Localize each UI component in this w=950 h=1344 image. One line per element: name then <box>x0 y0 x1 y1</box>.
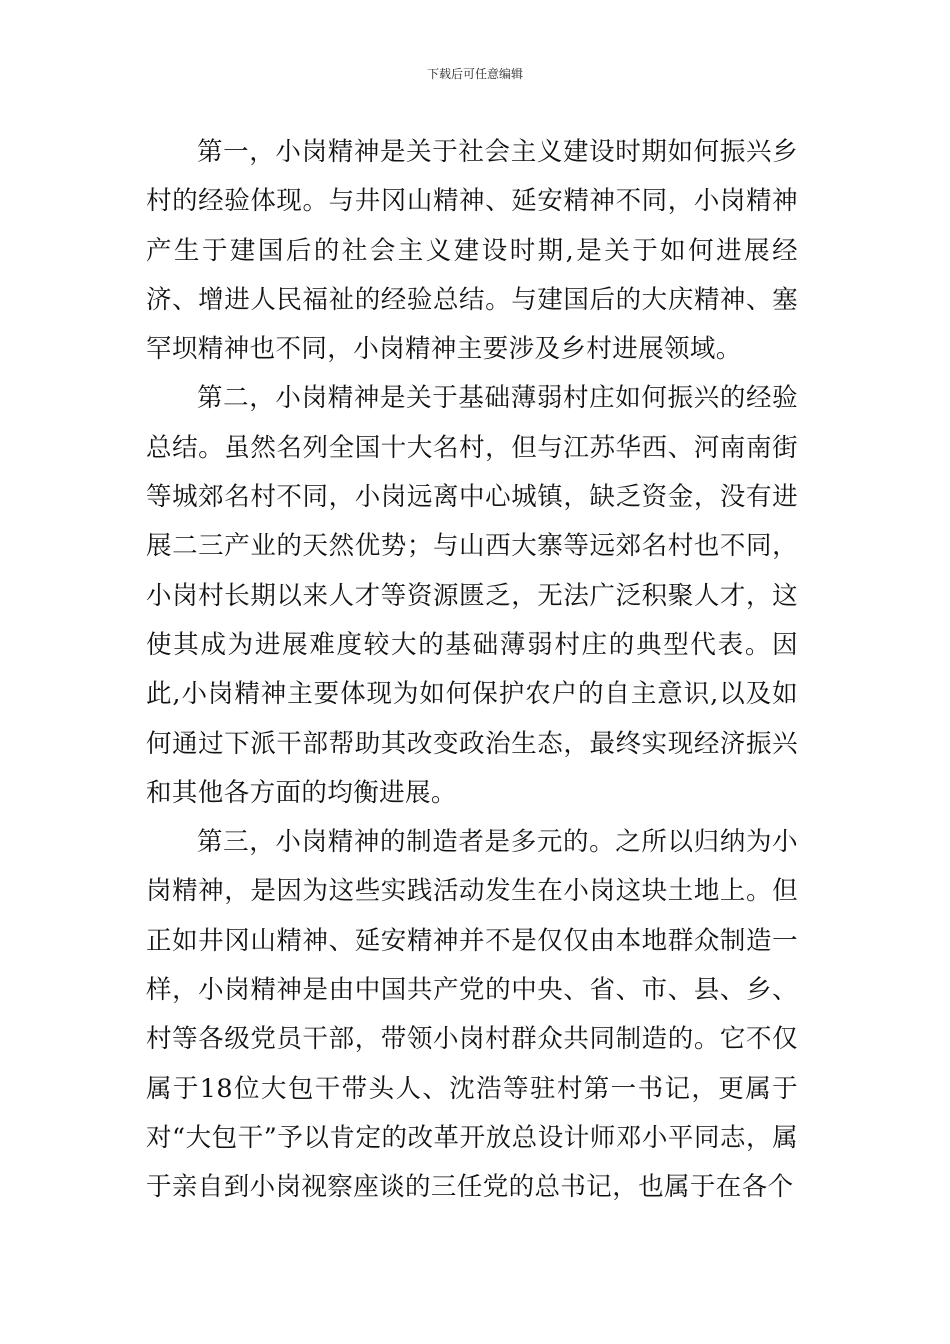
page-header: 下载后可任意编辑 <box>426 67 523 81</box>
paragraph-3: 第三，小岗精神的制造者是多元的。之所以归纳为小岗精神，是因为这些实践活动发生在小岗这块土地上。但正如井冈山精神、延安精神并不是仅仅由本地群众制造一样，小岗精神是由中国共产党的中央、省、市、县、乡、村等各级党员干部，带领小岗村群众共同制造的。它不仅属于18位大包干带头人、沈浩等驻村第一书记，更属于对“大包干”予以肯定的改革开放总设计师邓小平同志，属于亲自到小岗视察座谈的三任党的总书记，也属于在各个 <box>146 827 798 1203</box>
paragraph-1: 第一，小岗精神是关于社会主义建设时期如何振兴乡村的经验体现。与井冈山精神、延安精神不同，小岗精神产生于建国后的社会主义建设时期,是关于如何进展经济、增进人民福祉的经验总结。与建国后的大庆精神、塞罕坝精神也不同，小岗精神主要涉及乡村进展领域。 <box>146 137 798 365</box>
document-body <box>146 128 798 1213</box>
paragraph-2: 第二，小岗精神是关于基础薄弱村庄如何振兴的经验总结。虽然名列全国十大名村，但与江苏华西、河南南街等城郊名村不同，小岗远离中心城镇，缺乏资金，没有进展二三产业的天然优势；与山西大寨等远郊名村也不同，小岗村长期以来人才等资源匮乏，无法广泛积聚人才，这使其成为进展难度较大的基础薄弱村庄的典型代表。因此,小岗精神主要体现为如何保护农户的自主意识,以及如何通过下派干部帮助其改变政治生态，最终实现经济振兴和其他各方面的均衡进展。 <box>146 383 798 808</box>
